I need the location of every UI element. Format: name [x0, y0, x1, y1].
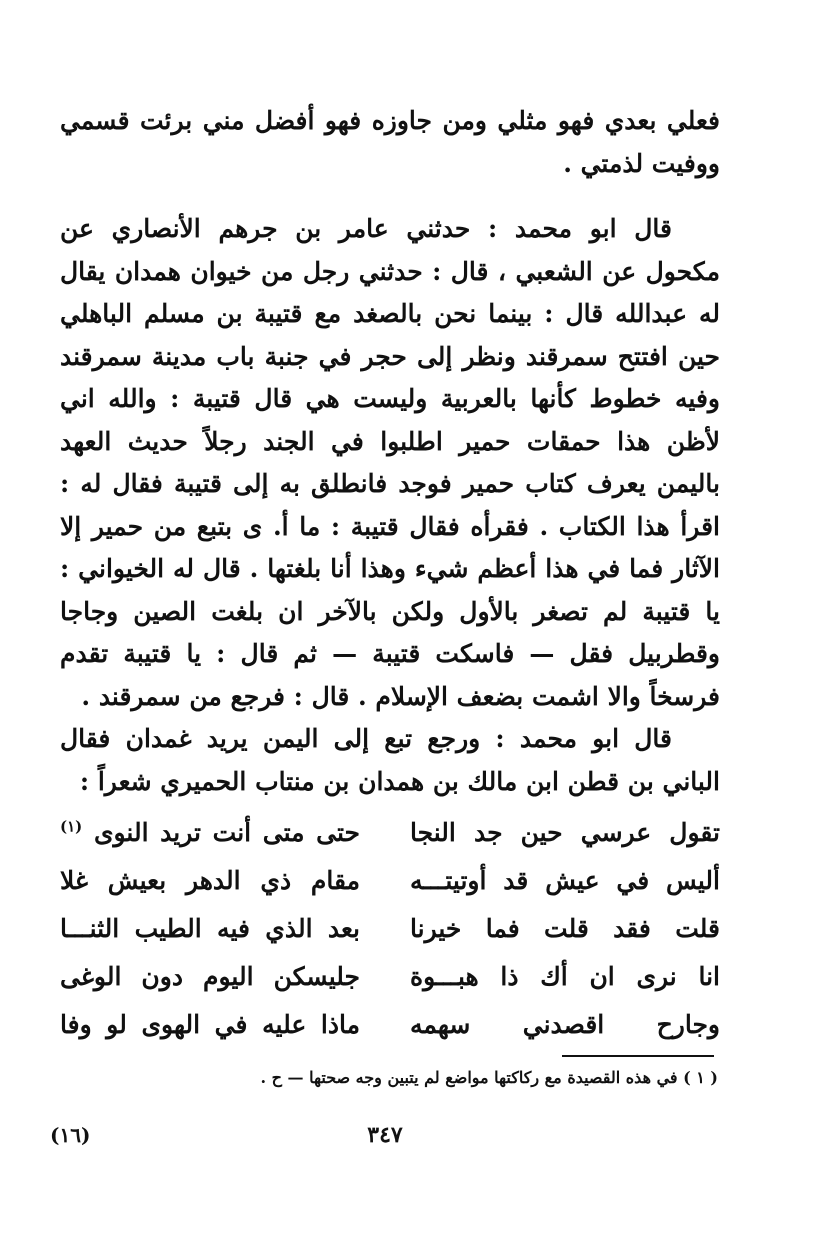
- poem-hemistich-second: ماذا عليه في الهوى لو وفا: [60, 1009, 360, 1039]
- footnote: ( ١ ) في هذه القصيدة مع ركاكتها مواضع لم يتبين وجه صحتها — ح .: [260, 1068, 718, 1087]
- poem-hemistich-first: قلت فقد قلت فما خيرنا: [410, 913, 720, 943]
- poem-line: [60, 1000, 720, 1048]
- paragraph-intro-text: فعلي بعدي فهو مثلي ومن جاوزه فهو أفضل مني برئت قسمي ووفيت لذمتي .: [60, 106, 720, 178]
- paragraph-tubba-text: قال ابو محمد : ورجع تبع إلى اليمن يريد غمدان فقال الباني بن قطن ابن مالك بن همدان بن منتاب الحميري شعراً :: [60, 724, 720, 796]
- poem-hemistich-first: أليس في عيش قد أوتيتـــه: [410, 865, 720, 895]
- poem-line: [60, 856, 720, 904]
- footnote-marker: (١): [60, 817, 83, 836]
- poem-hemistich-second: بعد الذي فيه الطيب الثنـــا: [60, 913, 360, 943]
- footnote-divider: [562, 1055, 714, 1057]
- signature-mark: (١٦): [50, 1123, 91, 1147]
- page-number: ٣٤٧: [367, 1122, 403, 1148]
- paragraph-tubba: [60, 718, 720, 803]
- poem-hemistich-second: مقام ذي الدهر بعيش غلا: [60, 865, 360, 895]
- poem-hemistich-second: [60, 818, 360, 847]
- paragraph-intro: [60, 100, 720, 185]
- poem-hemistich-first: [410, 818, 720, 847]
- poem-hemistich-first: وجارح اقصدني سهمه: [410, 1009, 720, 1039]
- poem-line: [60, 904, 720, 952]
- poem: [60, 808, 720, 1048]
- paragraph-samarkand-text: قال ابو محمد : حدثني عامر بن جرهم الأنصاري عن مكحول عن الشعبي ، قال : حدثني رجل من خيوان همدان يقال له عبدالله قال : بينما نحن بالصغد مع قتيبة بن مسلم الباهلي حين افتتح سمرقند ونظر إلى حجر في جنبة باب مدينة سمرقند وفيه خطوط كأنها بالعربية وليست هي قال قتيبة : والله اني لأظن هذا حمقات حمير اطلبوا في الجند رجلاً حديث العهد باليمن يعرف كتاب حمير فوجد فانطلق به إلى قتيبة فقال له : اقرأ هذا الكتاب . فقرأه فقال قتيبة : ما أ. ى بتبع من حمير إلا الآثار فما في هذا أعظم شيء وهذا أنا بلغتها . قال له الخيواني : يا قتيبة لم تصغر بالأول ولكن بالآخر ان بلغت الصين وجاجا وقطربيل فقل — فاسكت قتيبة — ثم قال : يا قتيبة تقدم فرسخاً والا اشمت بضعف الإسلام . قال : فرجع من سمرقند .: [60, 214, 720, 711]
- poem-hemistich-first: انا نرى ان أك ذا هبـــوة: [410, 961, 720, 991]
- poem-line: [60, 952, 720, 1000]
- paragraph-samarkand: [60, 208, 720, 718]
- poem-line: [60, 808, 720, 856]
- poem-hemistich-text: تقول عرسي حين جد النجا: [410, 817, 720, 847]
- poem-hemistich-text: حتى متى أنت تريد النوى: [93, 817, 360, 847]
- poem-hemistich-second: جليسكن اليوم دون الوغى: [60, 961, 360, 991]
